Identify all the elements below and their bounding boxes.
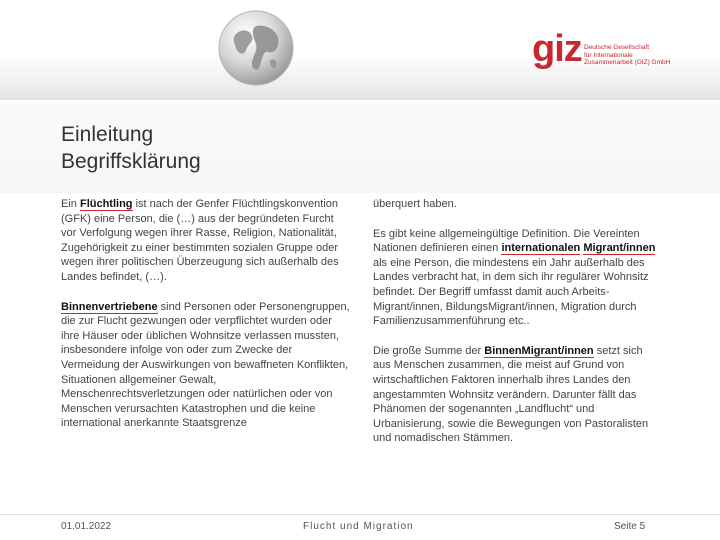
- footer-title: Flucht und Migration: [303, 521, 414, 532]
- logo-line: für Internationale: [584, 51, 633, 59]
- paragraph-idp: Binnenvertriebene sind Personen oder Personengruppen, die zur Flucht gezwungen oder verpflichtet wurden oder ihre Häuser oder üblichen Wohnsitze verlassen mussten, insbesondere infolge von oder zum Zwecke der Vermeidung der Auswirkungen von bewaffneten Konflikten, Situationen allgemeiner Gewalt, Menschenrechtsverletzungen oder natürlichen oder von Menschen verursachten Katastrophen und die keine international anerkannte Staatsgrenze: [61, 300, 350, 430]
- paragraph-internal-migrants: Die große Summe der BinnenMigrant/innen setzt sich aus Menschen zusammen, die meist auf Grund von wirtschaftlichen Faktoren innerhalb ihres Landes den angestammten Wohnsitz verändern. Darunter fällt das Phänomen der sogenannten „Landflucht“ und Urbanisierung, sowie die Bewegungen von Pastoralisten und nomadischen Stämmen.: [373, 344, 649, 445]
- logo-line: Deutsche Gesellschaft: [584, 44, 650, 51]
- paragraph-migrant-definition: Es gibt keine allgemeingültige Definition. Die Vereinten Nationen definieren einen internationalen Migrant/innen als eine Person, die mindestens ein Jahr außerhalb des Landes verbracht hat, in dem sich ihr regulärer Wohnsitz befindet. Der Begriff umfasst damit auch ArbeitsMigrant/innen, BildungsMigrant/innen, Migration durch Familienzusammenführung etc..: [373, 227, 656, 328]
- globe-icon: [216, 8, 296, 88]
- paragraph-refugee: Ein Flüchtling ist nach der Genfer Flüchtlingskonvention (GFK) eine Person, die (…) aus der begründeten Furcht vor Verfolgung wegen ihrer Rasse, Religion, Nationalität, Zugehörigkeit zu einer bestimmten sozialen Gruppe oder wegen ihrer politischen Überzeugung sich außerhalb des Landes befindet, (…).: [61, 198, 339, 283]
- slide-title: Einleitung: [61, 123, 154, 146]
- term-refugee: Flüchtling: [79, 198, 133, 210]
- paragraph-continuation: überquert haben.: [373, 198, 457, 210]
- slide-subtitle: Begriffsklärung: [61, 150, 201, 173]
- title-bar: [0, 103, 720, 193]
- term-idp: Binnenvertriebene: [61, 300, 158, 313]
- logo-mark: giz: [532, 28, 582, 70]
- footer-date: 01.01.2022: [61, 521, 112, 532]
- term-migrant: Migrant/innen: [583, 242, 656, 255]
- term-international: internationalen: [501, 242, 581, 255]
- logo-line: Zusammenarbeit (GIZ) GmbH: [584, 59, 671, 66]
- term-internal-migrants: BinnenMigrant/innen: [484, 344, 594, 357]
- footer-page-number: Seite 5: [614, 521, 646, 532]
- right-column: [373, 197, 663, 461]
- footer-divider: [0, 514, 720, 515]
- giz-logo: [532, 28, 672, 70]
- logo-text: [584, 44, 674, 67]
- left-column: [61, 197, 351, 446]
